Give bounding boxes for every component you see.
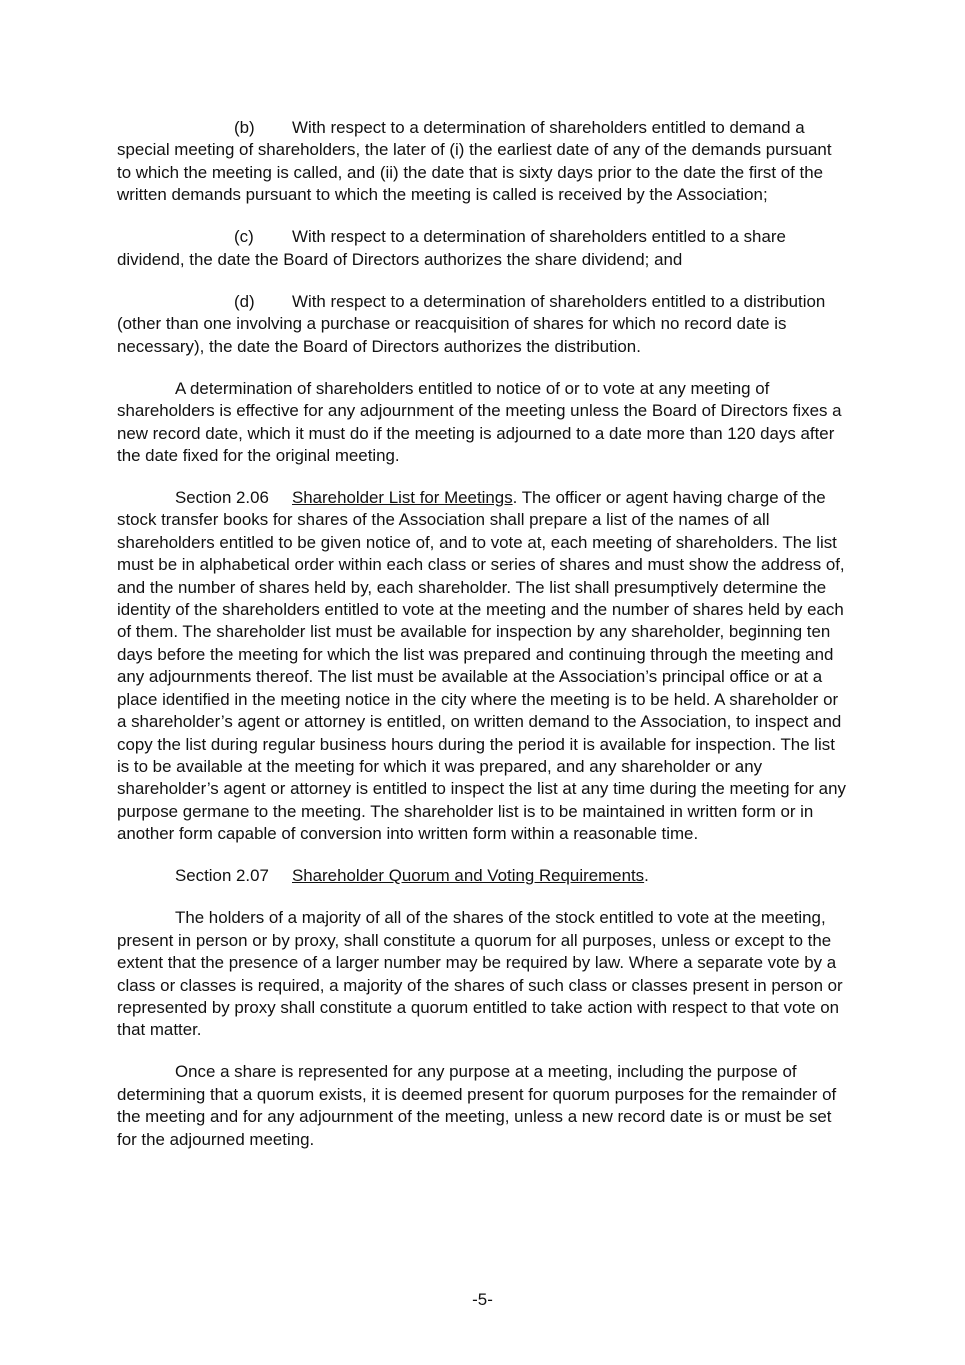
paragraph-b bbox=[117, 117, 850, 207]
section-2-07-title: Shareholder Quorum and Voting Requirements bbox=[292, 866, 645, 886]
represented-share-paragraph: Once a share is represented for any purpose at a meeting, including the purpose of determining that a quorum exists, it is deemed present for quorum purposes for the remainder of the meeting and for any adjournment of the meeting, unless a new record date is or must be set for the adjourned meeting. bbox=[117, 1062, 837, 1149]
section-2-07-title-suffix: . bbox=[644, 866, 649, 886]
item-label-c: (c) bbox=[234, 227, 254, 247]
paragraph-d bbox=[117, 291, 850, 358]
item-label-d: (d) bbox=[234, 291, 255, 311]
paragraph-d-text: With respect to a determination of shareholders entitled to a distribution (other than one involving a purchase or reacquisition of shares for which no record date is necessary), the date the Board of Directors authorizes the distribution. bbox=[117, 291, 826, 356]
section-2-06-title: Shareholder List for Meetings bbox=[292, 488, 513, 508]
section-2-06 bbox=[117, 487, 850, 846]
paragraph-b-text: With respect to a determination of shareholders entitled to demand a special meeting of shareholders, the later of (i) the earliest date of any of the demands pursuant to which the meeting is called, and (ii) the date that is sixty days prior to the date the first of the written demands pursuant to which the meeting is called is received by the Association; bbox=[117, 118, 832, 205]
section-2-07-heading bbox=[117, 865, 850, 887]
section-2-07-number: Section 2.07 bbox=[175, 866, 269, 886]
paragraph-c bbox=[117, 226, 850, 271]
page-number: -5- bbox=[472, 1290, 493, 1309]
adjournment-paragraph: A determination of shareholders entitled to notice of or to vote at any meeting of shareholders is effective for any adjournment of the meeting unless the Board of Directors fixes a new record date, which it must do if the meeting is adjourned to a date more than 120 days after the date fixed for the original meeting. bbox=[117, 378, 842, 465]
document-page bbox=[117, 117, 850, 1171]
paragraph-c-text: With respect to a determination of shareholders entitled to a share dividend, the date the Board of Directors authorizes the share dividend; and bbox=[117, 227, 786, 269]
quorum-paragraph: The holders of a majority of all of the shares of the stock entitled to vote at the meeting, present in person or by proxy, shall constitute a quorum for all purposes, unless or except to the extent that the presence of a larger number may be required by law. Where a separate vote by a class or classes is required, a majority of the shares of such class or classes present in person or represented by proxy shall constitute a quorum entitled to take action with respect to that vote on that matter. bbox=[117, 908, 843, 1040]
item-label-b: (b) bbox=[234, 118, 255, 137]
section-2-06-body: . The officer or agent having charge of the stock transfer books for shares of the Association shall prepare a list of the names of all shareholders entitled to be given notice of, and to vote at, each meeting of shareholders. The list must be in alphabetical order within each class or series of shares and must show the address of, and the number of shares held by, each shareholder. The list shall presumptively determine the identity of the shareholders entitled to vote at the meeting and the number of shares held by each of them. The shareholder list must be available for inspection by any shareholder, beginning ten days before the meeting for which the list was prepared and continuing through the meeting and any adjournments thereof. The list must be available at the Association’s principal office or at a place identified in the meeting notice in the city where the meeting is to be held. A shareholder or a shareholder’s agent or attorney is entitled, on written demand to the Association, to inspect and copy the list during regular business hours during the period it is available for inspection. The list is to be available at the meeting for which it was prepared, and any shareholder or any shareholder’s agent or attorney is entitled to inspect the list at any time during the meeting for any purpose germane to the meeting. The shareholder list is to be maintained in written form or in another form capable of conversion into written form within a reasonable time. bbox=[117, 488, 846, 844]
section-2-06-number: Section 2.06 bbox=[175, 488, 269, 508]
